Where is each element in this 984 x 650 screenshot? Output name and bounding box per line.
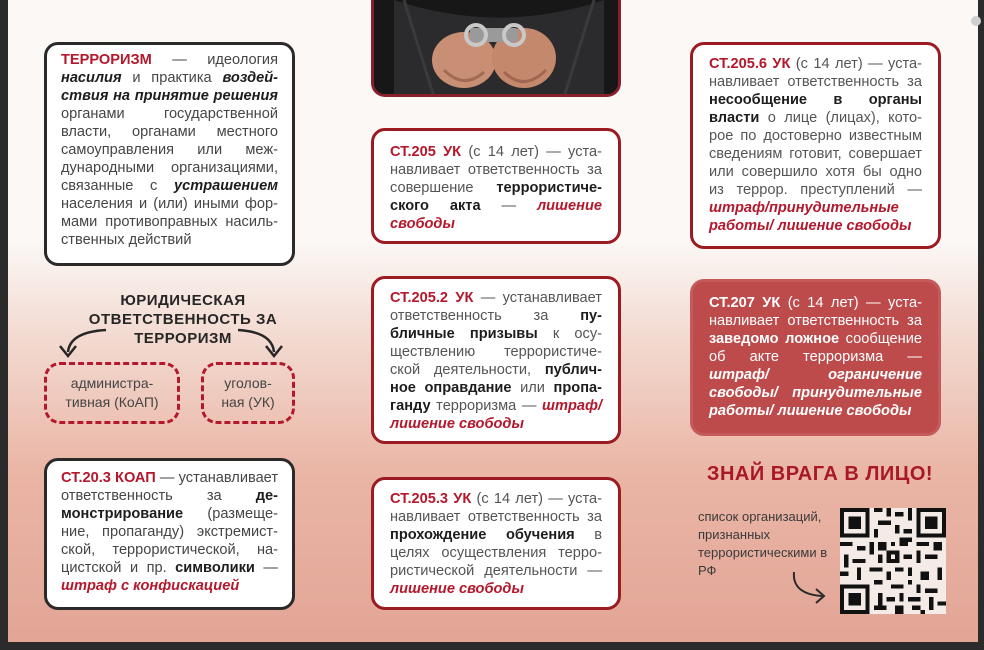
- highlight: прохождение обучения: [390, 527, 575, 543]
- uk-205-2-card: [371, 276, 621, 444]
- text: (с 14 лет) — устанавливает ответственность за: [390, 491, 602, 525]
- poster: [8, 0, 978, 642]
- koap-20-3-card: [44, 458, 295, 610]
- slogan: ЗНАЙ ВРАГА В ЛИЦО!: [706, 463, 934, 485]
- article-label: СТ.207 УК: [709, 295, 781, 311]
- uk-207-card: [690, 279, 941, 436]
- article-label: СТ.20.3 КОАП: [61, 470, 156, 486]
- responsibility-title: ЮРИДИЧЕСКАЯ ОТВЕТСТВЕННОСТЬ ЗА ТЕРРОРИЗМ: [88, 292, 278, 347]
- handcuffs-photo: [371, 0, 621, 97]
- text: и практика: [121, 70, 223, 86]
- text: терроризма —: [430, 398, 543, 414]
- curved-arrow-icon: [786, 570, 836, 606]
- text: — устанавливает ответственность за: [61, 470, 278, 504]
- article-label: СТ.205.2 УК: [390, 290, 474, 306]
- penalty: лишение свободы: [390, 198, 602, 232]
- highlight: заведомо ложное: [709, 331, 840, 347]
- text: —: [480, 198, 538, 214]
- penalty: штраф с конфискацией: [61, 578, 240, 594]
- highlight: символики: [175, 560, 255, 576]
- text: (размещение, пропаганду) экстремистской, террористической, нацистской и пр.: [61, 506, 278, 576]
- text: (с 14 лет) — устанавливает ответственность за: [709, 295, 923, 329]
- highlight: несообщение в органы власти: [709, 92, 922, 126]
- highlight: публичные призывы: [390, 308, 602, 342]
- highlight: террористического акта: [390, 180, 602, 214]
- text: —: [254, 560, 278, 576]
- qr-description: список организаций, признанных террористическими в РФ: [698, 509, 828, 578]
- uk-205-6-card: [690, 42, 941, 249]
- article-label: СТ.205.6 УК: [709, 56, 791, 72]
- penalty: штраф/принудительные работы/ лишение свободы: [709, 200, 912, 234]
- text: о лице (лицах), которое по достоверно известным сведениям готовит, совершает или совершило хотя бы одно из террор. преступлений —: [709, 110, 922, 198]
- qr-code[interactable]: [840, 508, 946, 614]
- window-corner-dot: [971, 16, 981, 26]
- terrorism-definition-card: [44, 42, 295, 266]
- text: — устанавливает ответственность за: [390, 290, 602, 324]
- text: к осуществлению террористической деятельности,: [390, 326, 602, 378]
- criminal-responsibility: уголовная (УК): [201, 362, 295, 424]
- text: в целях осуществления террористической деятельности —: [390, 527, 602, 579]
- highlight: демонстрирование: [61, 488, 278, 522]
- highlight: устрашением: [174, 178, 278, 194]
- penalty: штраф/ ограничение свободы/ принудительные работы/ лишение свободы: [709, 367, 922, 419]
- administrative-responsibility: административная (КоАП): [44, 362, 180, 424]
- penalty: лишение свободы: [390, 581, 524, 597]
- highlight: насилия: [61, 70, 122, 86]
- text: органами государственной власти, органами местного самоуправления или международными организациями, связанные с: [61, 106, 278, 194]
- text: или: [511, 380, 554, 396]
- text: населения и (или) иными формами противоправных насильственных действий: [61, 196, 278, 248]
- text: (с 14 лет) — устанавливает ответственность за: [709, 56, 923, 90]
- highlight: воздействия на принятие решения: [61, 70, 278, 104]
- text: — идеология: [151, 52, 278, 68]
- highlight: публичное оправдание: [390, 362, 602, 396]
- terrorism-term: ТЕРРОРИЗМ: [61, 52, 152, 68]
- highlight: пропаганду: [390, 380, 602, 414]
- uk-205-3-card: [371, 477, 621, 610]
- article-label: СТ.205 УК: [390, 144, 462, 160]
- article-label: СТ.205.3 УК: [390, 491, 472, 507]
- penalty: штраф/лишение свободы: [390, 398, 602, 432]
- text: (с 14 лет) — устанавливает ответственность за совершение: [390, 144, 602, 196]
- text: сообщение об акте терроризма —: [709, 331, 922, 365]
- curved-arrows-icon: [46, 318, 296, 362]
- uk-205-card: [371, 128, 621, 244]
